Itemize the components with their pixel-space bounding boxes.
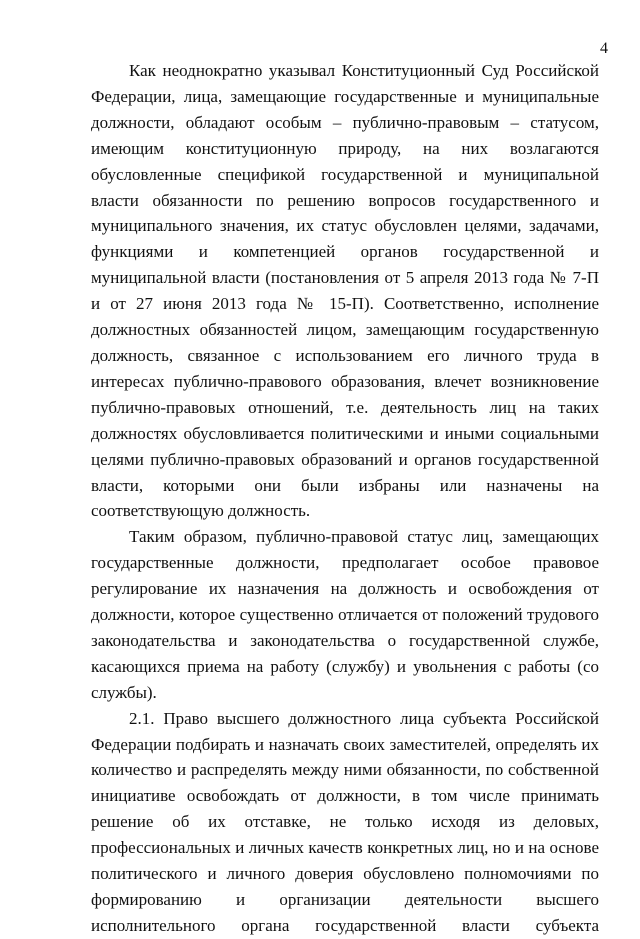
- paragraph-3: 2.1. Право высшего должностного лица субъекта Российской Федерации подбирать и назначать своих заместителей, определять их количество и распределять между ними обязанности, по собственной инициативе освобождать от должности, в том числе принимать решение об их отставке, не только исходя из деловых, профессиональных и личных качеств конкретных лиц, но и на основе политического и личного доверия обусловлено полномочиями по формированию и организации деятельности высшего исполнительного органа государственной власти субъекта: [91, 708, 599, 935]
- page-number: 4: [600, 40, 608, 57]
- document-body: [91, 58, 599, 939]
- paragraph-1: Как неоднократно указывал Конституционный Суд Российской Федерации, лица, замещающие государственные и муниципальные должности, обладают особым – публично-правовым – статусом, имеющим конституционную природу, на них возлагаются обусловленные спецификой государственной и муниципальной власти обязанности по решению вопросов государственного и муниципального значения, их статус обусловлен целями, задачами, функциями и компетенцией органов государственной и муниципальной власти (постановления от 5 апреля 2013 года № 7-П и от 27 июня 2013 года № 15-П). Соответственно, исполнение должностных обязанностей лицом, замещающим государственную должность, связанное с использованием его личного труда в интересах публично-правового образования, влечет возникновение публично-правовых отношений, т.е. деятельность лиц на таких должностях обусловливается политическими и иными социальными целями публично-правовых образований и органов государственной власти, которыми они были избраны или назначены на соответствующую должность.: [91, 61, 599, 521]
- paragraph-2: Таким образом, публично-правовой статус лиц, замещающих государственные должности, предполагает особое правовое регулирование их назначения на должность и освобождения от должности, которое существенно отличается от положений трудового законодательства и законодательства о государственной службе, касающихся приема на работу (службу) и увольнения с работы (со службы).: [91, 527, 599, 702]
